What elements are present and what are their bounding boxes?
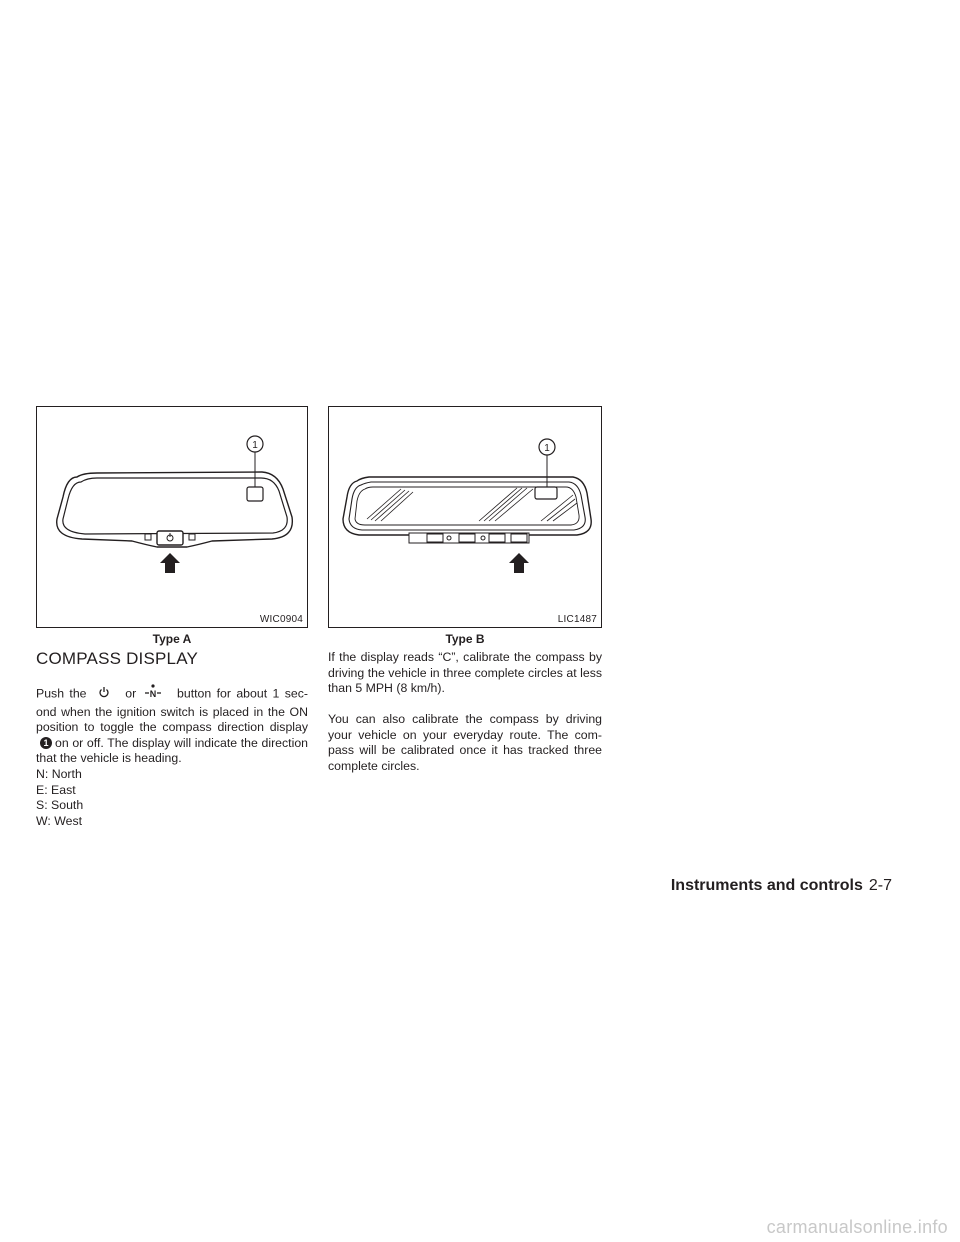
compass-n-icon (144, 684, 162, 705)
para-text-2: or (125, 686, 137, 701)
route-calibrate-paragraph: You can also calibrate the compass by driving your vehicle on your everyday route. The com- pass will be calibrated once it has tracked three complete circles. (328, 712, 602, 773)
calibrate-paragraph: If the display reads “C”, calibrate the compass by driving the vehicle in three complete circles at less than 5 MPH (8 km/h). (328, 650, 602, 695)
mirror-type-a-illustration (37, 407, 309, 629)
direction-west: W: West (36, 813, 83, 828)
figure-code: LIC1487 (557, 614, 597, 625)
section-title: COMPASS DISPLAY (36, 649, 199, 668)
arrow-up-icon (509, 553, 529, 573)
para-text-1: Push the (36, 686, 87, 701)
callout-1-b: 1 (544, 443, 550, 454)
figure-code: WIC0904 (259, 614, 303, 625)
footer-section: Instruments and controls (670, 877, 863, 894)
direction-north: N: North (36, 767, 82, 781)
figure-type-b (328, 406, 602, 628)
direction-east: E: East (36, 782, 76, 797)
callout-1-inline: 1 (40, 737, 52, 749)
para-text-4: on or off. The display will indicate the direction that the vehicle is heading. (36, 735, 308, 765)
page-footer (671, 877, 892, 895)
direction-list (36, 767, 83, 829)
arrow-up-icon (160, 553, 180, 573)
para-text-3: button for about 1 sec- ond when the ignition switch is placed in the ON position to toggle the compass direction display (36, 686, 308, 734)
figure-caption-b: Type B (445, 632, 485, 646)
power-icon (98, 686, 110, 703)
direction-south: S: South (36, 798, 84, 812)
watermark: carmanualsonline.info (766, 1217, 948, 1237)
callout-1-a: 1 (252, 440, 258, 451)
mirror-type-b-illustration (329, 407, 603, 629)
svg-text:N: N (149, 689, 156, 699)
figure-type-a (36, 406, 308, 628)
left-paragraph (36, 684, 308, 767)
page-number: 2-7 (868, 877, 892, 894)
figure-caption-a: Type A (152, 632, 192, 646)
